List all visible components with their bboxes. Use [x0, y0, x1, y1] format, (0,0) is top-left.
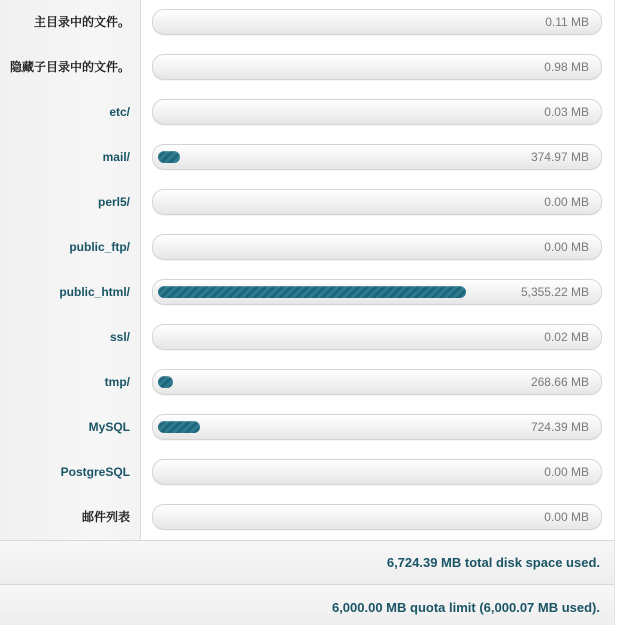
usage-bar-track [152, 189, 602, 215]
usage-bar-track [152, 9, 602, 35]
usage-row [0, 225, 614, 270]
usage-row-label: 隐藏子目录中的文件。 [9, 60, 130, 74]
usage-row-label: PostgreSQL [60, 465, 130, 479]
usage-bar-track [152, 99, 602, 125]
usage-bar-value: 0.03 MB [544, 105, 589, 119]
total-disk-used-text: 6,724.39 MB total disk space used. [386, 555, 600, 570]
usage-row [0, 360, 614, 405]
usage-row [0, 90, 614, 135]
usage-bar-value: 5,355.22 MB [520, 285, 589, 299]
usage-bar-track [152, 459, 602, 485]
usage-bar-fill [158, 286, 466, 298]
usage-bar-value: 0.98 MB [544, 60, 589, 74]
usage-row-label: 邮件列表 [81, 510, 130, 524]
usage-bar-track [152, 144, 602, 170]
usage-bar-fill [158, 376, 173, 388]
usage-row-label: tmp/ [104, 375, 130, 389]
usage-row-label: 主目录中的文件。 [33, 15, 130, 29]
usage-row-label: MySQL [88, 420, 130, 434]
usage-row-label: etc/ [109, 105, 130, 119]
usage-bar-value: 0.00 MB [544, 240, 589, 254]
usage-row-label: public_ftp/ [69, 240, 130, 254]
usage-row-label: ssl/ [109, 330, 130, 344]
usage-row-label: perl5/ [97, 195, 130, 209]
usage-row [0, 180, 614, 225]
quota-summary [0, 584, 614, 625]
usage-bar-track [152, 414, 602, 440]
usage-bar-value: 0.02 MB [544, 330, 589, 344]
usage-bar-value: 0.00 MB [544, 510, 589, 524]
usage-row [0, 270, 614, 315]
usage-bar-value: 0.11 MB [545, 15, 589, 29]
usage-row [0, 0, 614, 45]
usage-row [0, 495, 614, 540]
usage-bar-track [152, 54, 602, 80]
usage-bar-fill [158, 421, 200, 433]
usage-row [0, 450, 614, 495]
usage-bar-track [152, 324, 602, 350]
usage-bar-track [152, 279, 602, 305]
usage-bar-value: 0.00 MB [544, 465, 589, 479]
usage-bar-fill [158, 151, 180, 163]
usage-bar-value: 374.97 MB [530, 150, 589, 164]
usage-bar-track [152, 234, 602, 260]
usage-row-label: public_html/ [59, 285, 130, 299]
usage-bar-value: 0.00 MB [544, 195, 589, 209]
usage-bar-value: 724.39 MB [530, 420, 589, 434]
usage-bar-track [152, 369, 602, 395]
usage-row-label: mail/ [102, 150, 130, 164]
quota-limit-text: 6,000.00 MB quota limit (6,000.07 MB used). [331, 600, 600, 615]
usage-bar-track [152, 504, 602, 530]
total-summary [0, 540, 614, 585]
usage-row [0, 45, 614, 90]
usage-row [0, 135, 614, 180]
usage-row [0, 315, 614, 360]
usage-bar-value: 268.66 MB [530, 375, 589, 389]
usage-row [0, 405, 614, 450]
